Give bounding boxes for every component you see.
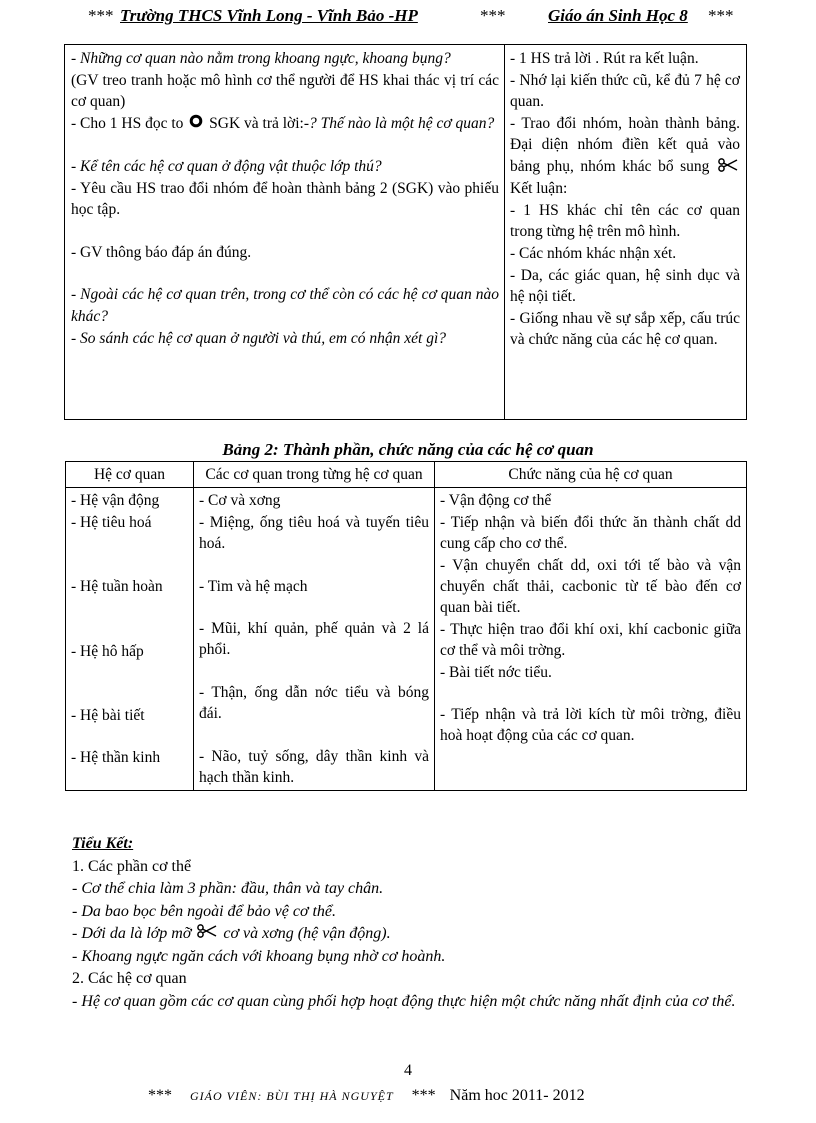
summary-line: - Khoang ngực ngăn cách với khoang bụng nhờ cơ hoành.: [72, 947, 446, 965]
organs-entry: - Mũi, khí quản, phế quản và 2 lá phổi.: [199, 620, 429, 659]
organs-entry: - Thận, ống dẫn nớc tiểu và bóng đái.: [199, 683, 429, 723]
organs-entry: - Não, tuỷ sống, dây thần kinh và hạch thần kinh.: [199, 747, 429, 787]
student-activity: - 1 HS trả lời . Rút ra kết luận.: [510, 50, 699, 67]
system-name: - Hệ thần kinh: [71, 749, 161, 767]
organs-entry: - Miệng, ống tiêu hoá và tuyến tiêu hoá.: [199, 513, 429, 553]
function-entry: - Tiếp nhận và trả lời kích từ môi trờng, điều hoà hoạt động của các cơ quan.: [440, 706, 741, 745]
header-stars-left: ***: [88, 6, 114, 25]
column-divider: [504, 45, 505, 419]
summary-line-text: cơ và xơng (hệ vận động).: [223, 925, 391, 942]
summary-heading: Tiểu Kết:: [72, 835, 134, 852]
column-header: Hệ cơ quan: [66, 462, 194, 488]
table-row: [66, 488, 747, 791]
teacher-question: - Kể tên các hệ cơ quan ở động vật thuộc lớp thú?: [71, 158, 382, 176]
teacher-activity-column: [71, 48, 499, 349]
footer-teacher: GIÁO VIÊN: BÙI THỊ HÀ NGUYỆT: [190, 1089, 394, 1103]
table-header-row: [66, 462, 747, 488]
column-header: Các cơ quan trong từng hệ cơ quan: [194, 462, 435, 488]
summary-line: [72, 923, 772, 946]
student-activity: [510, 113, 740, 200]
teacher-question: - Ngoài các hệ cơ quan trên, trong cơ thể còn có các hệ cơ quan nào khác?: [71, 286, 499, 325]
summary-line: - Cơ thể chia làm 3 phần: đầu, thân và tay chân.: [72, 880, 384, 897]
teacher-instruction: - Yêu cầu HS trao đổi nhóm để hoàn thành bảng 2 (SGK) vào phiếu học tập.: [71, 179, 499, 219]
teacher-instruction: [71, 113, 499, 135]
summary-line: - Hệ cơ quan gồm các cơ quan cùng phối hợp hoạt động thực hiện một chức năng nhất định của cơ thể.: [72, 992, 736, 1010]
student-activity-text: Kết luận:: [510, 180, 568, 198]
system-name: - Hệ tuần hoàn: [71, 578, 163, 596]
page-footer: [148, 1087, 585, 1105]
header-subject: Giáo án Sinh Học 8: [548, 6, 688, 25]
organ-systems-table: [65, 461, 747, 791]
function-entry: - Vận chuyển chất dd, oxi tới tế bào và vận chuyển chất thải, cacbonic từ tế bào đến cơ quan bài tiết.: [440, 556, 741, 617]
student-activity: - Giống nhau về sự sắp xếp, cấu trúc và chức năng của các hệ cơ quan.: [510, 309, 740, 349]
column-header: Chức năng của hệ cơ quan: [435, 462, 747, 488]
system-name: - Hệ vận động: [71, 492, 160, 510]
student-activity: - Các nhóm khác nhận xét.: [510, 244, 677, 262]
teacher-instruction-text: SGK và trả lời:-: [209, 114, 310, 132]
summary-line-text: - Dới da là lớp mỡ: [72, 925, 192, 942]
student-activity: - Nhớ lại kiến thức cũ, kể đủ 7 hệ cơ quan.: [510, 71, 740, 111]
summary-section: [72, 833, 772, 1013]
student-activity-column: [510, 48, 740, 351]
table2-caption: Bảng 2: Thành phần, chức năng của các hệ cơ quan: [222, 440, 594, 459]
activity-table: [64, 44, 747, 420]
teacher-instruction-text: - Cho 1 HS đọc to: [71, 114, 184, 132]
system-names-cell: [66, 488, 194, 791]
function-entry: - Thực hiện trao đổi khí oxi, khí cacbonic giữa cơ thể và môi trờng.: [440, 620, 741, 660]
teacher-note: (GV treo tranh hoặc mô hình cơ thể người để HS khai thác vị trí các cơ quan): [71, 71, 499, 111]
organs-cell: [194, 488, 435, 791]
system-name: - Hệ bài tiết: [71, 707, 145, 725]
reading-ring-icon: [189, 113, 203, 135]
system-name: - Hệ hô hấp: [71, 642, 144, 660]
page-header: [88, 6, 748, 30]
organs-entry: - Tim và hệ mạch: [199, 577, 308, 595]
header-stars-middle: ***: [480, 6, 506, 25]
student-activity: - Da, các giác quan, hệ sinh dục và hệ nội tiết.: [510, 266, 740, 306]
footer-stars-left: ***: [148, 1087, 172, 1104]
teacher-instruction: - GV thông báo đáp án đúng.: [71, 243, 252, 261]
teacher-question: - Những cơ quan nào nằm trong khoang ngực, khoang bụng?: [71, 50, 451, 67]
scissors-icon: [197, 923, 217, 946]
scissors-icon: [718, 157, 738, 179]
student-activity-text: - Trao đổi nhóm, hoàn thành bảng. Đại diện nhóm điền kết quả vào bảng phụ, nhóm khác bổ sung: [510, 114, 740, 175]
footer-stars-right: ***: [411, 1087, 436, 1104]
page-number: 4: [404, 1062, 412, 1079]
function-entry: - Vận động cơ thể: [440, 492, 552, 510]
header-school: Trường THCS Vĩnh Long - Vĩnh Bảo -HP: [120, 6, 418, 25]
teacher-question: ? Thế nào là một hệ cơ quan?: [309, 114, 495, 132]
footer-school-year: Năm hoc 2011- 2012: [449, 1087, 585, 1104]
summary-subheading: 2. Các hệ cơ quan: [72, 970, 187, 988]
header-stars-right: ***: [708, 6, 734, 25]
summary-line: - Da bao bọc bên ngoài để bảo vệ cơ thể.: [72, 902, 337, 920]
system-name: - Hệ tiêu hoá: [71, 513, 152, 531]
teacher-question: - So sánh các hệ cơ quan ở người và thú, em có nhận xét gì?: [71, 329, 447, 347]
summary-subheading: 1. Các phần cơ thể: [72, 857, 192, 875]
organs-entry: - Cơ và xơng: [199, 492, 281, 510]
functions-cell: [435, 488, 747, 791]
student-activity: - 1 HS khác chỉ tên các cơ quan trong từng hệ trên mô hình.: [510, 201, 740, 241]
function-entry: - Bài tiết nớc tiểu.: [440, 663, 552, 681]
function-entry: - Tiếp nhận và biến đổi thức ăn thành chất dd cung cấp cho cơ thể.: [440, 513, 741, 553]
